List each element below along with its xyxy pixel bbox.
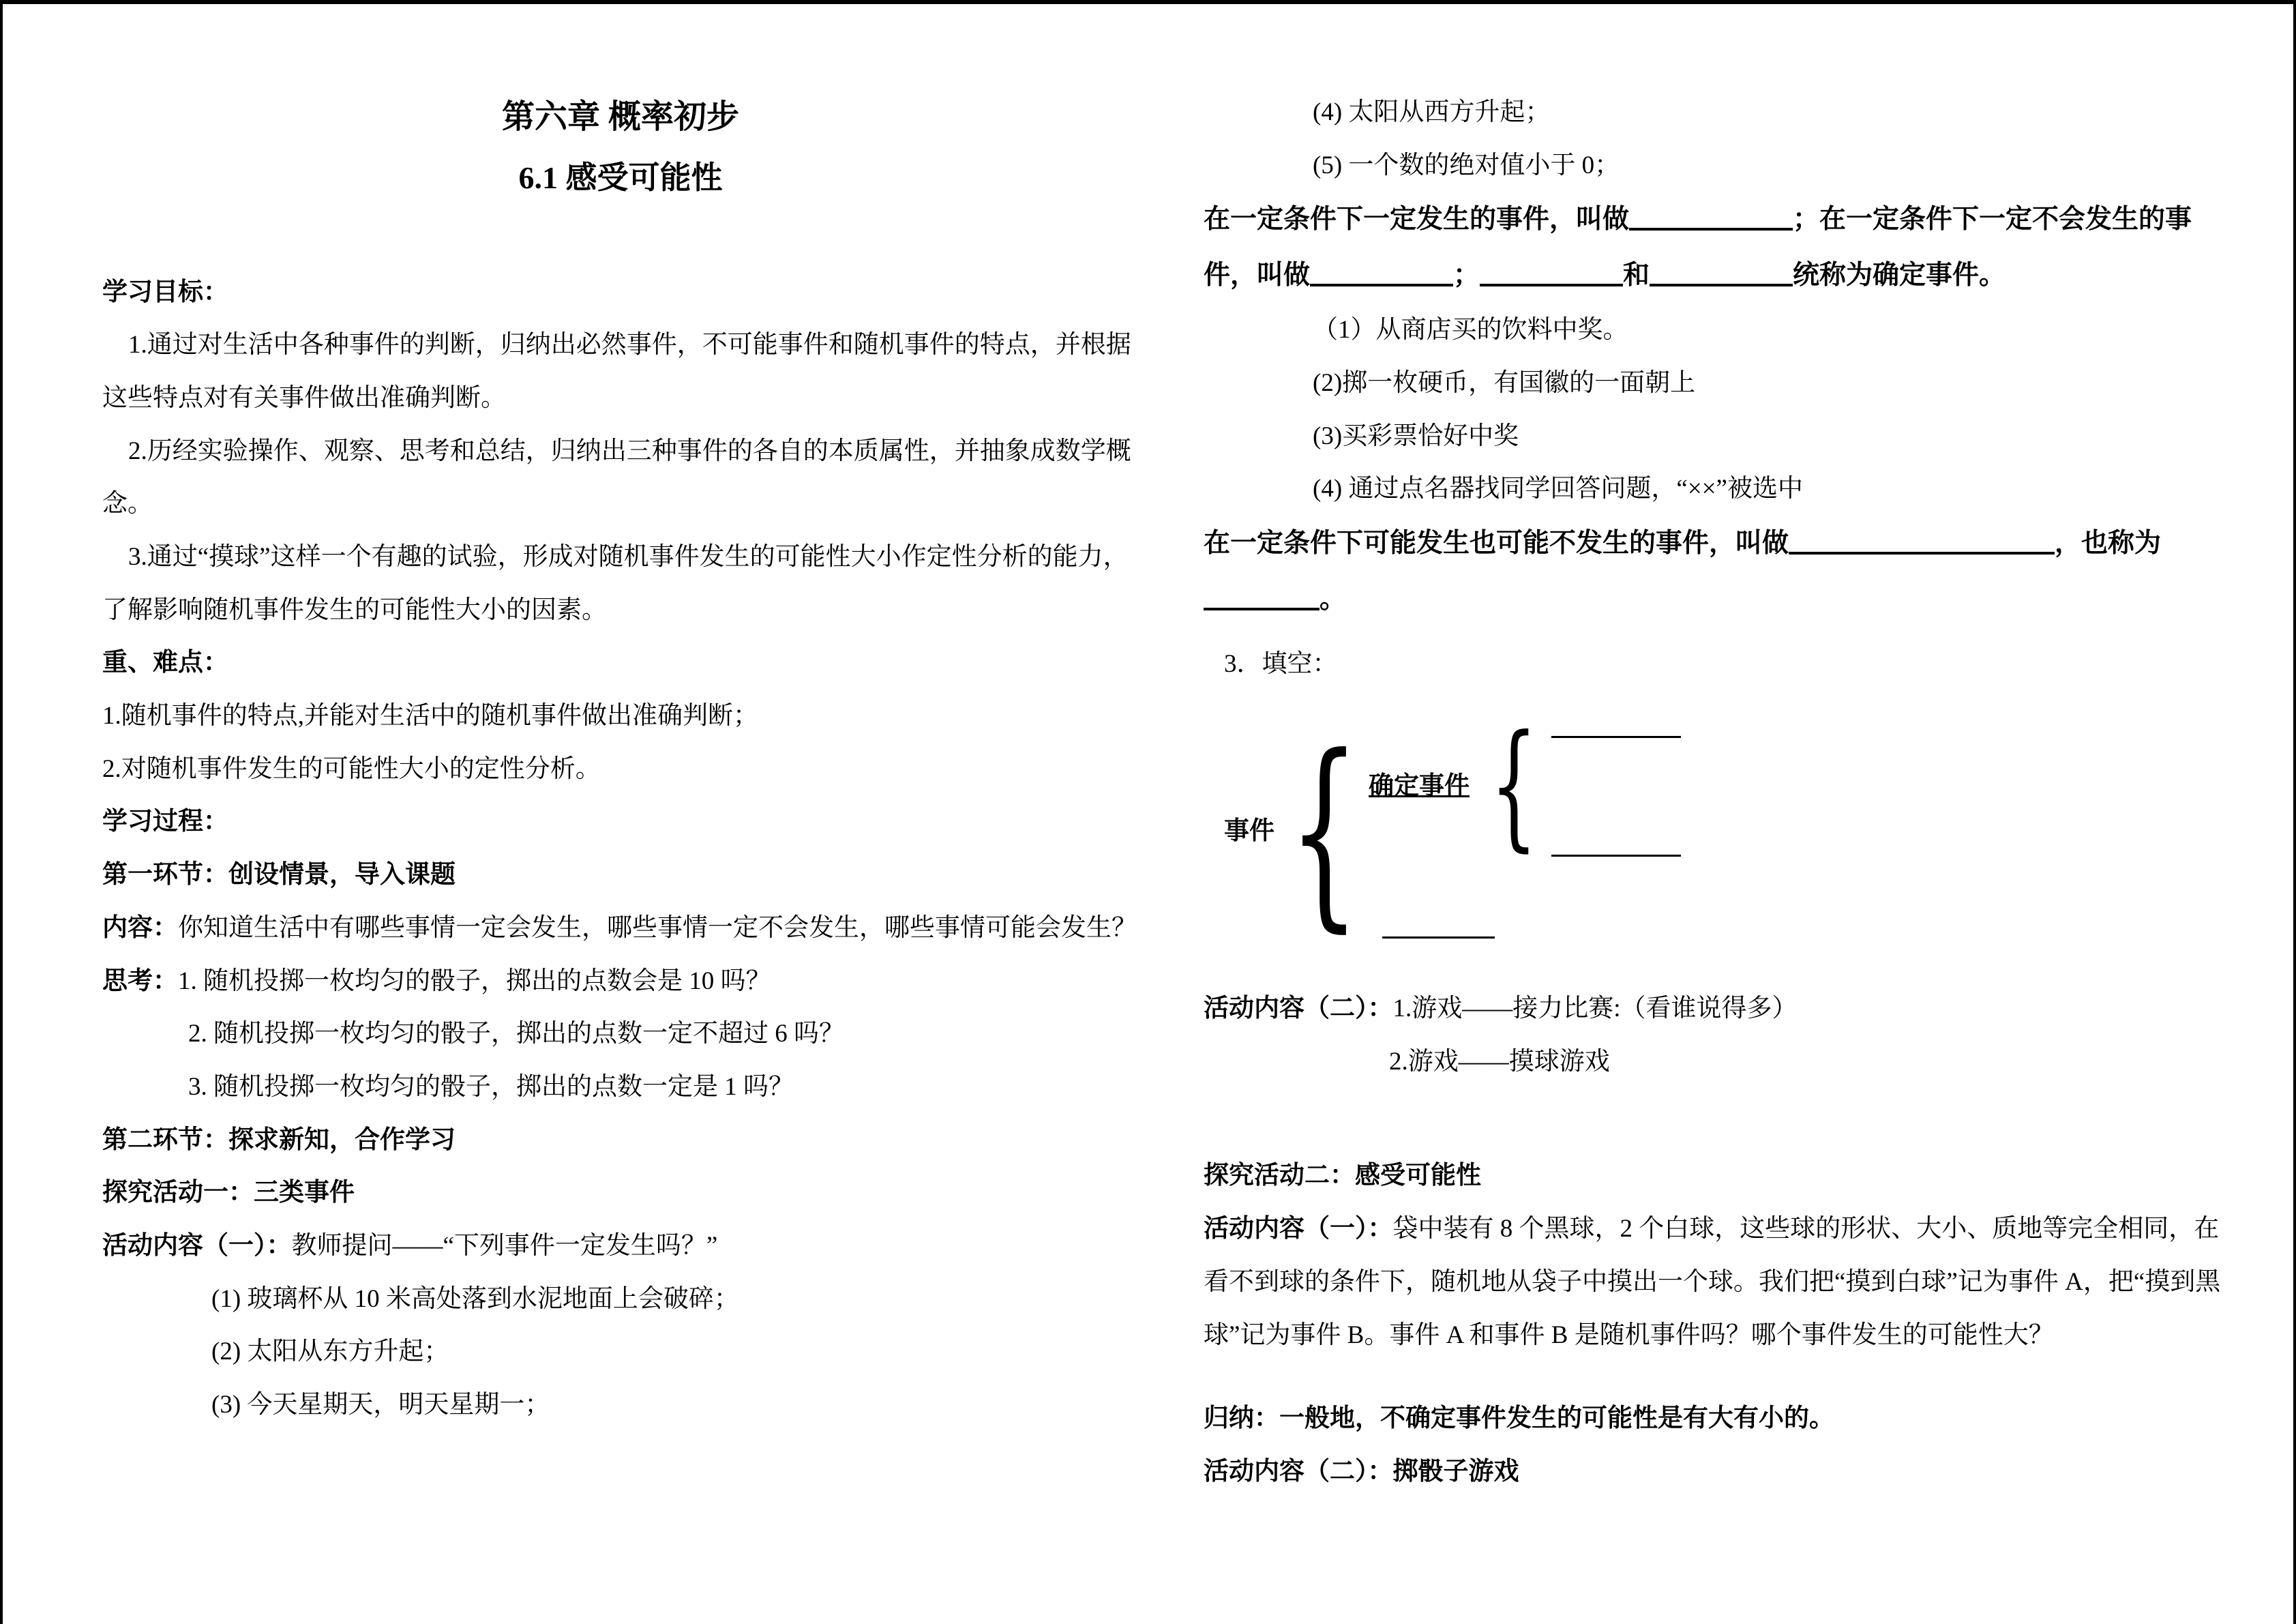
page-title: 第六章 概率初步	[501, 99, 739, 135]
content-paragraph	[102, 902, 1139, 955]
activity1-text: 教师提问——“下列事件一定发生吗？”	[291, 1231, 718, 1260]
activityA-paragraph	[1204, 1202, 2240, 1361]
summary-text: 一般地，不确定事件发生的可能性是有大有小的。	[1279, 1404, 1834, 1433]
example-item-2: (2)掷一枚硬币，有国徽的一面朝上	[1313, 368, 1696, 397]
key-points-heading: 重、难点：	[102, 649, 228, 677]
goal-2: 2.历经实验操作、观察、思考和总结，归纳出三种事件的各自的本质属性，并抽象成数学概念。	[102, 437, 1131, 518]
activityA-label: 活动内容（一）：	[1204, 1215, 1393, 1243]
certain-event-branch	[1369, 707, 1681, 864]
event-classification-diagram	[1224, 707, 2240, 955]
content-label: 内容：	[102, 913, 178, 942]
diagram-blank-3	[1382, 915, 1495, 939]
key-point-2: 2.对随机事件发生的可能性大小的定性分析。	[102, 754, 601, 783]
fill1-blank-3	[1480, 263, 1623, 286]
summary-label: 归纳：	[1204, 1404, 1279, 1433]
fill2-text-2: ，也称为	[2055, 528, 2162, 558]
event-item-2: (2) 太阳从东方升起；	[211, 1338, 449, 1366]
fill1-text-1: 在一定条件下一定发生的事件，叫做	[1204, 205, 1630, 235]
goal-1: 1.通过对生活中各种事件的判断，归纳出必然事件，不可能事件和随机事件的特点，并根据这些特点对有关事件做出准确判断。	[102, 331, 1131, 412]
think-item-2: 2. 随机投掷一枚均匀的骰子，掷出的点数一定不超过 6 吗？	[188, 1020, 844, 1048]
explore2-heading: 探究活动二：感受可能性	[1204, 1162, 1481, 1190]
activity1-paragraph	[102, 1220, 1139, 1273]
worksheet-page	[0, 4, 2296, 1498]
goal-3: 3.通过“摸球”这样一个有趣的试验，形成对随机事件发生的可能性大小作定性分析的能力，了解影响随机事件发生的可能性大小的因素。	[102, 543, 1129, 624]
diagram-branches	[1369, 707, 1681, 955]
diagram-certain-label: 确定事件	[1369, 771, 1470, 800]
fill2-blank-2	[1204, 587, 1320, 610]
activityA-text: 袋中装有 8 个黑球，2 个白球，这些球的形状、大小、质地等完全相同，在看不到球的条件下，随机地从袋子中摸出一个球。我们把“摸到白球”记为事件 A，把“摸到黑球”记为事件 B。事件 A 和事件 B 是随机事件吗？哪个事件发生的可能性大？	[1204, 1215, 2221, 1349]
page-right-edge	[2293, 4, 2296, 1624]
goals-heading: 学习目标：	[102, 278, 228, 306]
diagram-root-label: 事件	[1224, 816, 1274, 845]
step2-heading: 第二环节：探求新知，合作学习	[102, 1125, 456, 1154]
diagram-blank-1	[1551, 715, 1681, 738]
diagram-blank-2	[1551, 833, 1681, 857]
content-text: 你知道生活中有哪些事情一定会发生，哪些事情一定不会发生，哪些事情可能会发生？	[178, 913, 1137, 942]
summary-paragraph	[1204, 1392, 2240, 1445]
small-brace-icon: {	[1490, 706, 1538, 866]
right-column	[1204, 86, 2240, 1498]
page-left-edge	[0, 4, 3, 1624]
example-item-4: (4) 通过点名器找同学回答问题，“××”被选中	[1313, 475, 1803, 503]
activity1-label: 活动内容（一）：	[102, 1231, 292, 1260]
big-brace-icon: {	[1288, 711, 1360, 950]
event-item-3: (3) 今天星期天，明天星期一；	[211, 1391, 550, 1419]
uncertain-event-branch	[1382, 902, 1681, 955]
example-item-1: （1）从商店买的饮料中奖。	[1313, 316, 1628, 344]
event-item-4: (4) 太阳从西方升起；	[1313, 98, 1551, 126]
activity2-label: 活动内容（二）：	[1204, 994, 1393, 1023]
fill-in-heading: 3．填空：	[1224, 649, 1338, 678]
key-point-1: 1.随机事件的特点,并能对生活中的随机事件做出准确判断；	[102, 702, 758, 730]
fill1-blank-2	[1310, 263, 1453, 286]
page-subtitle: 6.1 感受可能性	[518, 160, 723, 196]
activity2-line2: 2.游戏——摸球游戏	[1389, 1047, 1610, 1076]
fill1-text-2: ；在一定条件下一定不会发生的事件，叫做	[1204, 205, 2192, 291]
think-label: 思考：	[102, 966, 178, 995]
activityB-heading: 活动内容（二）：掷骰子游戏	[1204, 1457, 1519, 1486]
think-item-3: 3. 随机投掷一枚均匀的骰子，掷出的点数一定是 1 吗？	[188, 1072, 794, 1101]
activity2-line1: 1.游戏——接力比赛:（看谁说得多）	[1392, 994, 1798, 1023]
step1-heading: 第一环节：创设情景，导入课题	[102, 861, 456, 889]
fill1-blank-1	[1629, 207, 1793, 231]
example-item-3: (3)买彩票恰好中奖	[1313, 422, 1519, 450]
left-column	[102, 86, 1139, 1498]
activity2-paragraph	[1204, 982, 2240, 1035]
think-paragraph	[102, 955, 1139, 1008]
fill2-text-1: 在一定条件下可能发生也可能不发生的事件，叫做	[1204, 528, 1789, 558]
certain-event-sub-blanks	[1551, 715, 1681, 857]
definition-fill-2	[1204, 516, 2240, 628]
fill2-text-3: 。	[1320, 584, 1347, 614]
process-heading: 学习过程：	[102, 808, 228, 836]
fill1-text-5: 统称为确定事件。	[1793, 261, 2006, 291]
fill2-blank-1	[1789, 531, 2055, 555]
fill1-text-3: ；	[1453, 261, 1480, 291]
think-item-1: 1. 随机投掷一枚均匀的骰子，掷出的点数会是 10 吗？	[178, 966, 771, 995]
activity1-heading: 探究活动一：三类事件	[102, 1179, 355, 1207]
fill1-text-4: 和	[1623, 261, 1650, 291]
definition-fill-1	[1204, 192, 2240, 304]
fill1-blank-4	[1650, 263, 1793, 286]
event-item-5: (5) 一个数的绝对值小于 0；	[1313, 151, 1620, 179]
event-item-1: (1) 玻璃杯从 10 米高处落到水泥地面上会破碎；	[211, 1284, 739, 1313]
